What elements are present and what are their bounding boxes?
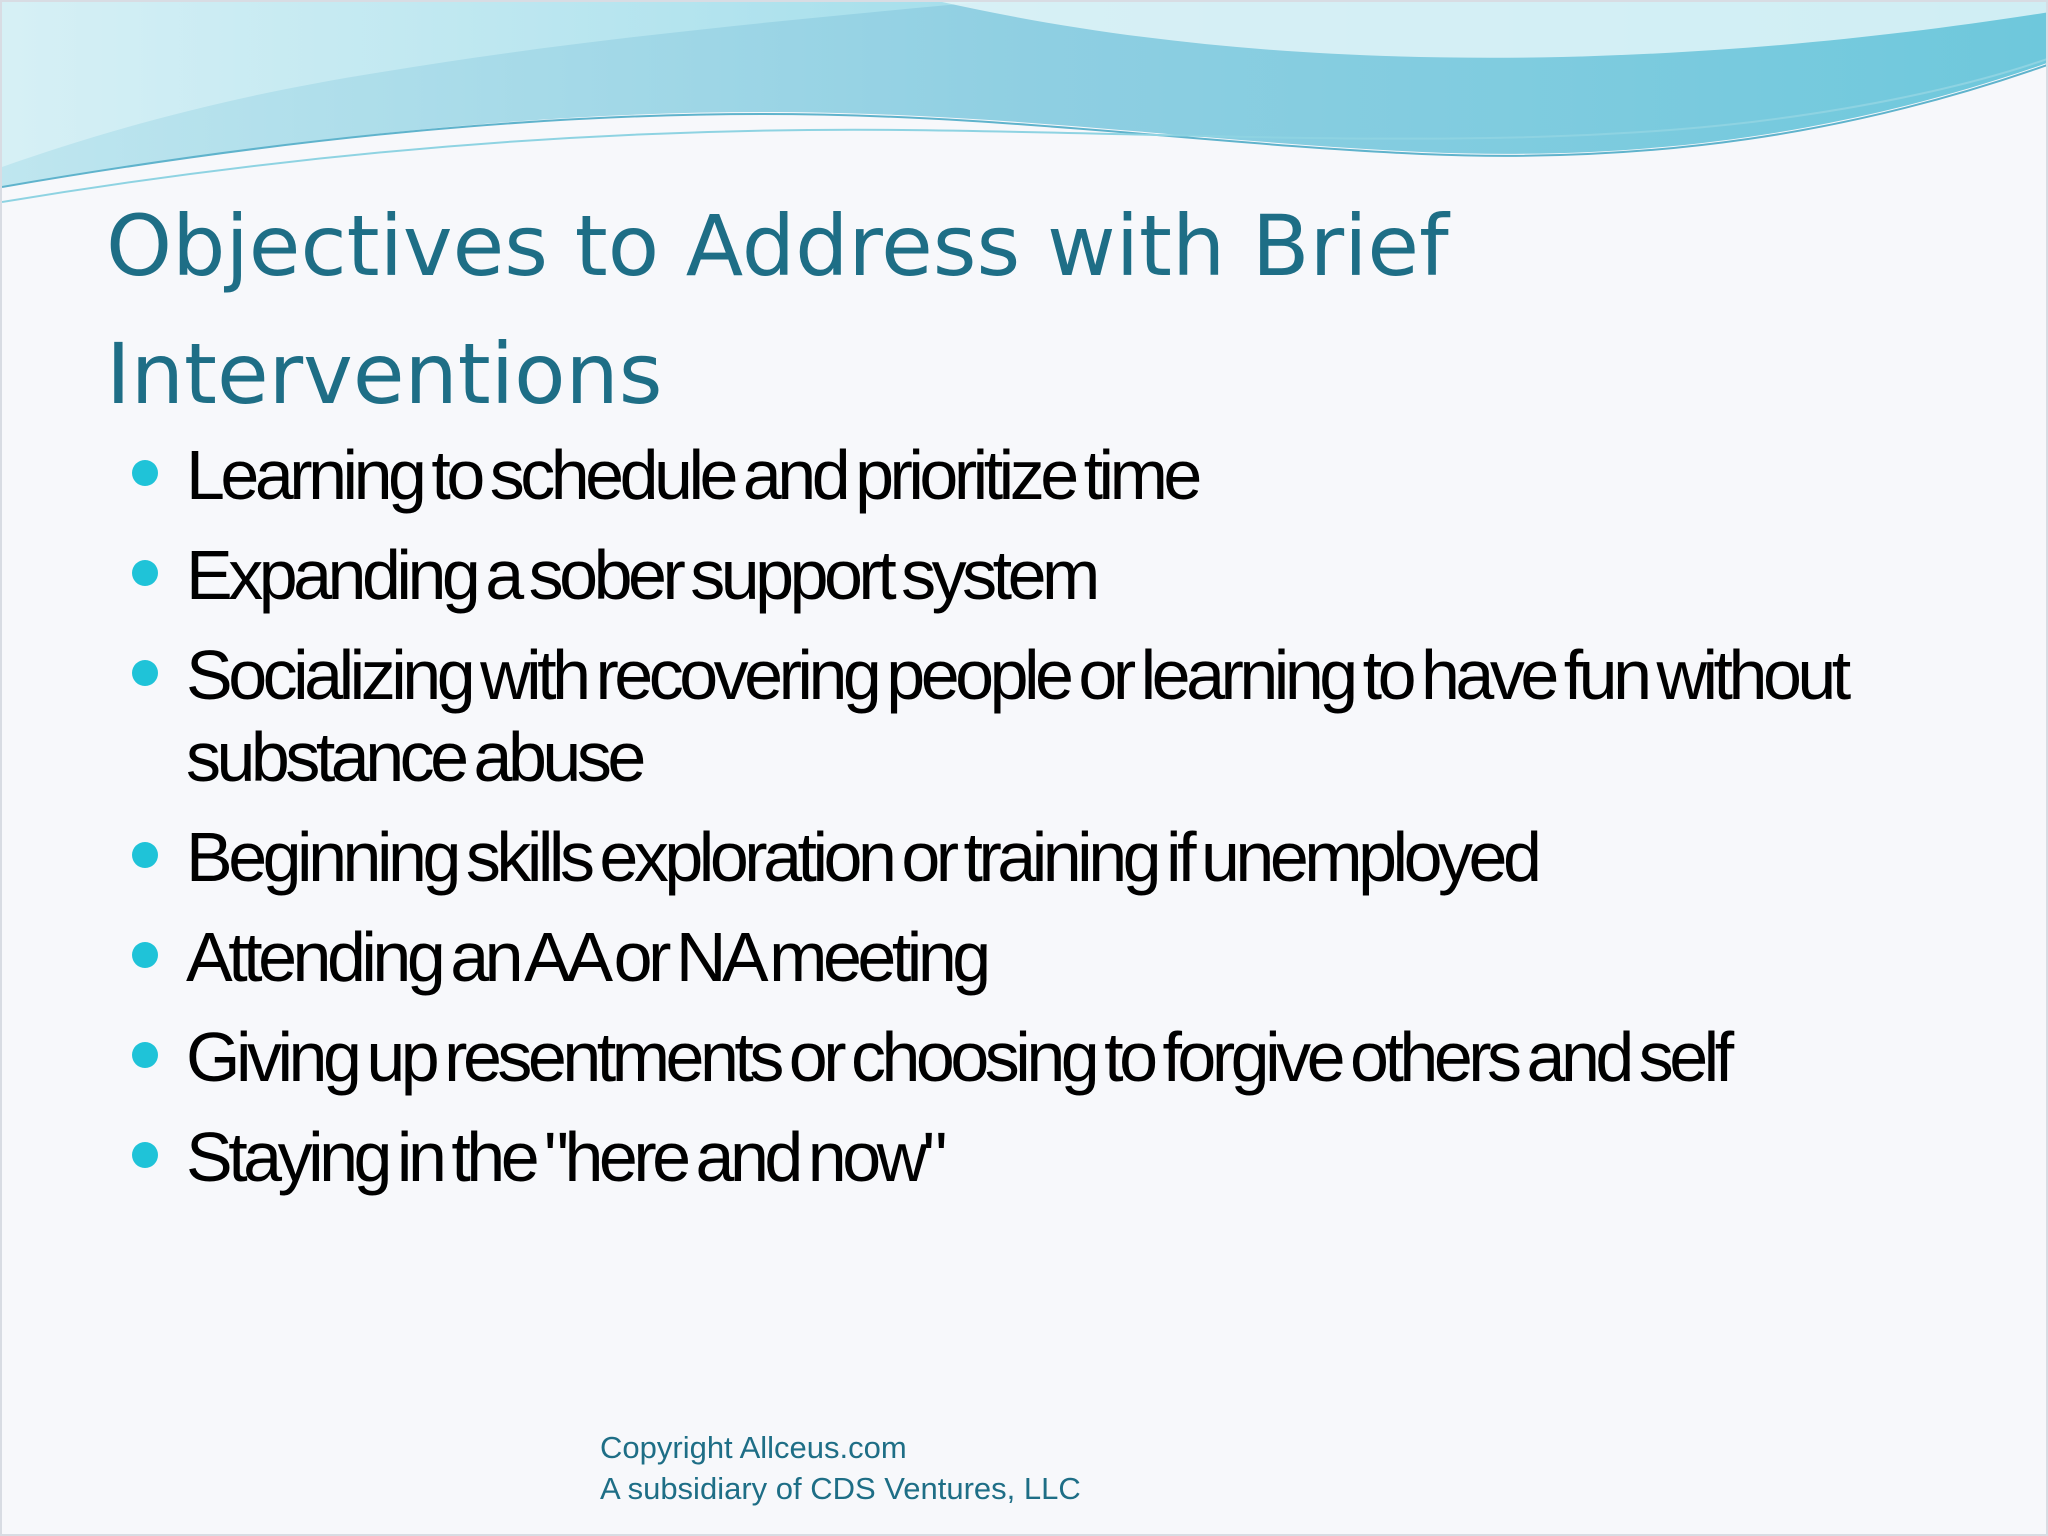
bullet-text: Giving up resentments or choosing to forgive others and self [186,1018,1730,1096]
bullet-dot-icon [132,942,158,968]
bullet-list [132,434,1972,1216]
bullet-item [132,1016,1972,1098]
bullet-item [132,634,1972,798]
bullet-dot-icon [132,842,158,868]
bullet-text: Learning to schedule and prioritize time [186,436,1198,514]
bullet-item [132,816,1972,898]
bullet-item [132,916,1972,998]
bullet-dot-icon [132,560,158,586]
bullet-dot-icon [132,1042,158,1068]
bullet-text: Socializing with recovering people or learning to have fun without substance abuse [186,636,1847,796]
bullet-item [132,534,1972,616]
copyright-footer [600,1427,1300,1509]
bullet-dot-icon [132,660,158,686]
copyright-line: Copyright Allceus.com [600,1430,907,1465]
bullet-dot-icon [132,1142,158,1168]
bullet-item [132,434,1972,516]
bullet-text: Staying in the "here and now" [186,1118,944,1196]
company-line: A subsidiary of CDS Ventures, LLC [600,1471,1081,1506]
bullet-text: Beginning skills exploration or training if unemployed [186,818,1538,896]
bullet-item [132,1116,1972,1198]
bullet-text: Expanding a sober support system [186,536,1096,614]
bullet-dot-icon [132,460,158,486]
bullet-text: Attending an AA or NA meeting [186,918,987,996]
slide-title: Objectives to Address with Brief Interventions [106,197,1449,423]
